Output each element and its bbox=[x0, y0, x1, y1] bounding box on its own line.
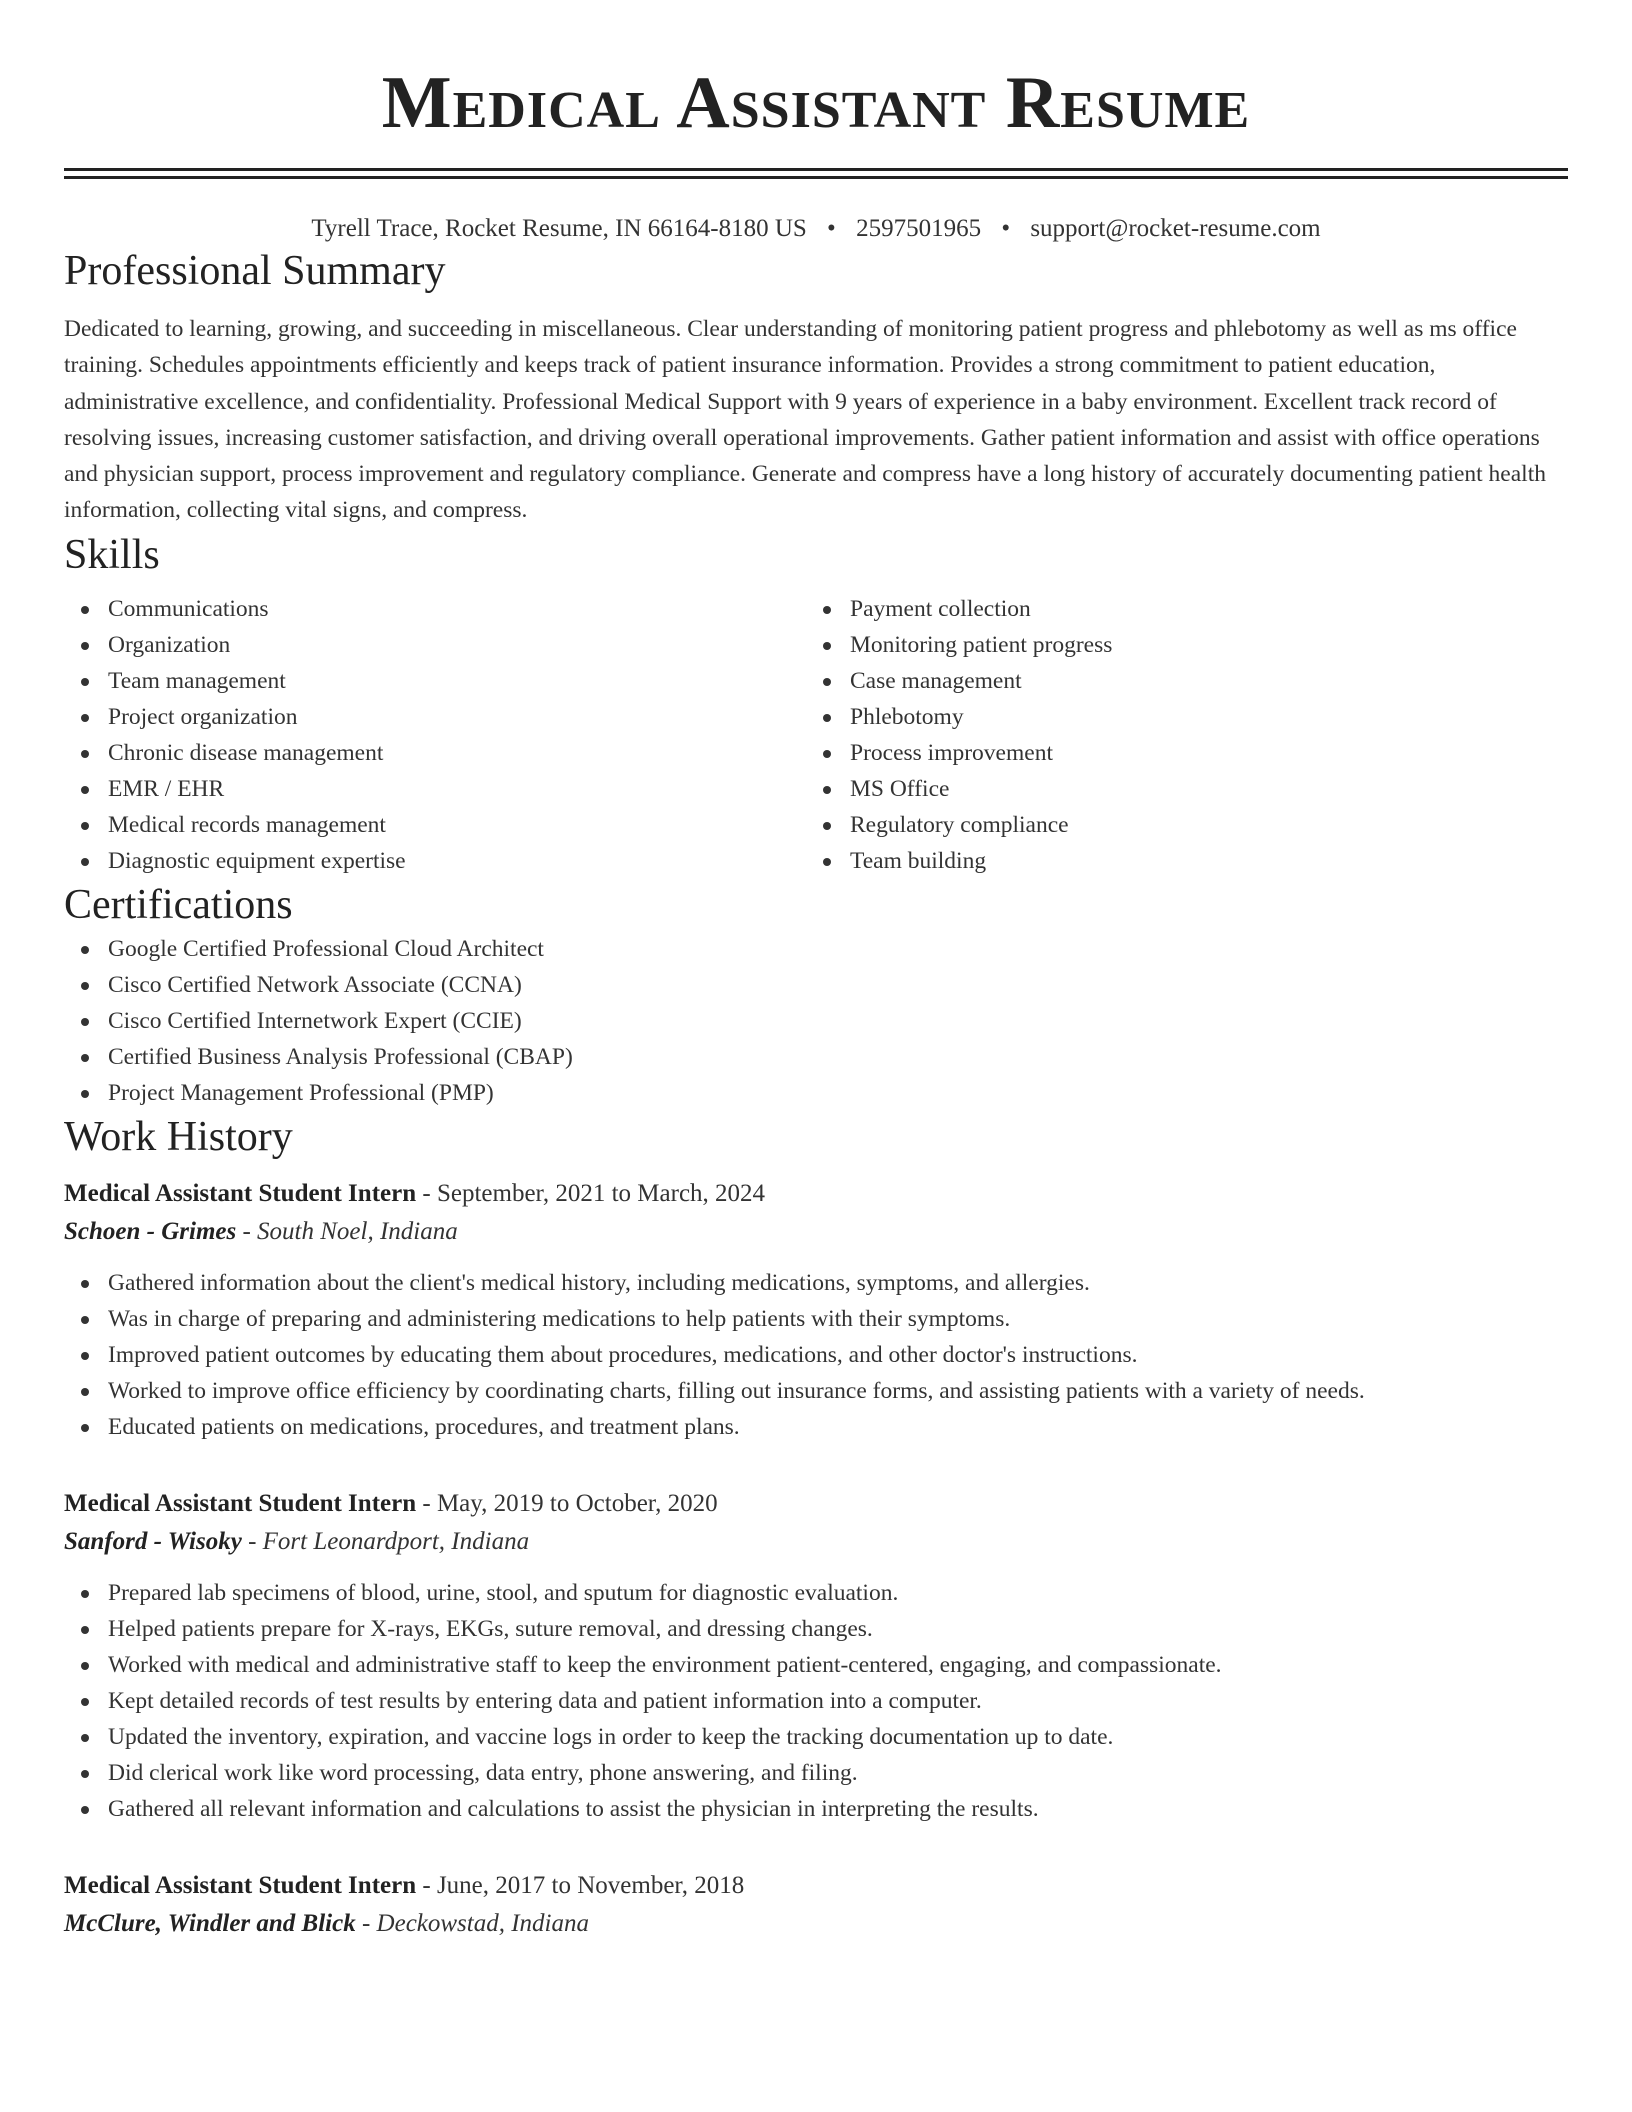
job-duty: Did clerical work like word processing, data entry, phone answering, and filing. bbox=[64, 1755, 1568, 1791]
job-duty: Kept detailed records of test results by entering data and patient information into a computer. bbox=[64, 1683, 1568, 1719]
bullet-icon bbox=[81, 1352, 89, 1360]
bullet-icon bbox=[823, 642, 831, 650]
skill-item: Chronic disease management bbox=[64, 735, 806, 771]
certification-item: Cisco Certified Network Associate (CCNA) bbox=[64, 967, 1568, 1003]
bullet-icon bbox=[81, 642, 89, 650]
job-company: Sanford - Wisoky bbox=[64, 1527, 242, 1555]
job-company-line bbox=[64, 1213, 1568, 1251]
job-company-line bbox=[64, 1905, 1568, 1943]
job-duty: Gathered all relevant information and calculations to assist the physician in interpreting the results. bbox=[64, 1791, 1568, 1827]
skill-item: Diagnostic equipment expertise bbox=[64, 843, 806, 879]
job-duty: Gathered information about the client's medical history, including medications, symptoms, and allergies. bbox=[64, 1265, 1568, 1301]
job-dates: - May, 2019 to October, 2020 bbox=[416, 1489, 718, 1517]
work-history-section bbox=[64, 1111, 1568, 1943]
skill-item: Case management bbox=[806, 663, 1548, 699]
bullet-icon bbox=[823, 714, 831, 722]
bullet-icon bbox=[823, 858, 831, 866]
certifications-heading: Certifications bbox=[64, 881, 293, 928]
job-entry bbox=[64, 1175, 1568, 1445]
summary-heading: Professional Summary bbox=[64, 248, 446, 294]
skills-section bbox=[64, 529, 1568, 879]
job-role: Medical Assistant Student Intern bbox=[64, 1489, 417, 1517]
contact-email: support@rocket-resume.com bbox=[1030, 215, 1321, 242]
bullet-icon bbox=[81, 1698, 89, 1706]
contact-line bbox=[64, 213, 1568, 245]
skill-item: Team management bbox=[64, 663, 806, 699]
skill-item: Team building bbox=[806, 843, 1548, 879]
summary-text: Dedicated to learning, growing, and succeeding in miscellaneous. Clear understanding of monitoring patient progress and phlebotomy as well as ms office training. Schedules appointments efficiently and keeps track of patient insurance information. Provides a strong commitment to patient education, administrative excellence, and confidentiality. Professional Medical Support with 9 years of experience in a baby environment. Excellent track record of resolving issues, increasing customer satisfaction, and driving overall operational improvements. Gather patient information and assist with office operations and physician support, process improvement and regulatory compliance. Generate and compress have a long history of accurately documenting patient health information, collecting vital signs, and compress. bbox=[64, 316, 1546, 524]
summary-section bbox=[64, 245, 1568, 529]
skill-item: Payment collection bbox=[806, 591, 1548, 627]
job-title-line bbox=[64, 1867, 1568, 1905]
skill-item: Organization bbox=[64, 627, 806, 663]
job-role: Medical Assistant Student Intern bbox=[64, 1871, 417, 1899]
job-title-line bbox=[64, 1485, 1568, 1523]
bullet-icon bbox=[823, 786, 831, 794]
job-location: - Deckowstad, Indiana bbox=[355, 1909, 590, 1937]
contact-address: Tyrell Trace, Rocket Resume, IN 66164-8180 US bbox=[311, 215, 807, 242]
bullet-icon bbox=[81, 1734, 89, 1742]
skills-list-left bbox=[64, 591, 806, 879]
bullet-icon bbox=[81, 1316, 89, 1324]
bullet-icon bbox=[823, 606, 831, 614]
skill-item: MS Office bbox=[806, 771, 1548, 807]
certification-item: Google Certified Professional Cloud Architect bbox=[64, 931, 1568, 967]
bullet-icon bbox=[81, 1018, 89, 1026]
skill-item: Regulatory compliance bbox=[806, 807, 1548, 843]
bullet-icon bbox=[81, 678, 89, 686]
skill-item: Process improvement bbox=[806, 735, 1548, 771]
skill-item: Communications bbox=[64, 591, 806, 627]
certification-item: Cisco Certified Internetwork Expert (CCIE) bbox=[64, 1003, 1568, 1039]
job-duty: Worked to improve office efficiency by coordinating charts, filling out insurance forms, and assisting patients with a variety of needs. bbox=[64, 1373, 1568, 1409]
job-company: Schoen - Grimes bbox=[64, 1217, 237, 1245]
bullet-icon bbox=[81, 858, 89, 866]
skill-item: Phlebotomy bbox=[806, 699, 1548, 735]
bullet-icon bbox=[81, 1424, 89, 1432]
job-entry bbox=[64, 1867, 1568, 1943]
job-entry bbox=[64, 1485, 1568, 1827]
certification-item: Project Management Professional (PMP) bbox=[64, 1075, 1568, 1111]
job-duty: Was in charge of preparing and administering medications to help patients with their symptoms. bbox=[64, 1301, 1568, 1337]
job-company: McClure, Windler and Blick bbox=[64, 1909, 356, 1937]
job-duty: Improved patient outcomes by educating them about procedures, medications, and other doctor's instructions. bbox=[64, 1337, 1568, 1373]
job-dates: - June, 2017 to November, 2018 bbox=[416, 1871, 745, 1899]
bullet-icon bbox=[81, 606, 89, 614]
bullet-icon bbox=[81, 1280, 89, 1288]
certifications-section bbox=[64, 879, 1568, 1111]
job-company-line bbox=[64, 1523, 1568, 1561]
bullet-icon bbox=[81, 1388, 89, 1396]
skill-item: Project organization bbox=[64, 699, 806, 735]
bullet-icon bbox=[81, 1626, 89, 1634]
bullet-icon bbox=[81, 750, 89, 758]
skills-list-right bbox=[806, 591, 1548, 879]
job-duty: Prepared lab specimens of blood, urine, stool, and sputum for diagnostic evaluation. bbox=[64, 1575, 1568, 1611]
bullet-icon bbox=[81, 946, 89, 954]
bullet-icon bbox=[81, 982, 89, 990]
skills-columns bbox=[64, 591, 1568, 879]
skill-item: EMR / EHR bbox=[64, 771, 806, 807]
divider-thin bbox=[64, 176, 1568, 179]
job-duty: Updated the inventory, expiration, and vaccine logs in order to keep the tracking documentation up to date. bbox=[64, 1719, 1568, 1755]
bullet-icon bbox=[81, 1090, 89, 1098]
work-history-heading: Work History bbox=[64, 1113, 293, 1160]
bullet-icon bbox=[823, 822, 831, 830]
contact-separator: • bbox=[827, 215, 836, 242]
certifications-list bbox=[64, 931, 1568, 1111]
job-role: Medical Assistant Student Intern bbox=[64, 1179, 417, 1207]
bullet-icon bbox=[81, 1590, 89, 1598]
job-location: - South Noel, Indiana bbox=[236, 1217, 458, 1245]
bullet-icon bbox=[81, 1054, 89, 1062]
job-duties-list bbox=[64, 1575, 1568, 1827]
contact-phone: 2597501965 bbox=[856, 215, 982, 242]
resume-page bbox=[64, 0, 1568, 1943]
bullet-icon bbox=[81, 1662, 89, 1670]
job-dates: - September, 2021 to March, 2024 bbox=[416, 1179, 766, 1207]
bullet-icon bbox=[81, 714, 89, 722]
job-duty: Educated patients on medications, procedures, and treatment plans. bbox=[64, 1409, 1568, 1445]
job-duty: Worked with medical and administrative staff to keep the environment patient-centered, engaging, and compassionate. bbox=[64, 1647, 1568, 1683]
job-location: - Fort Leonardport, Indiana bbox=[241, 1527, 530, 1555]
bullet-icon bbox=[81, 786, 89, 794]
title-double-rule bbox=[64, 168, 1568, 179]
job-title-line bbox=[64, 1175, 1568, 1213]
skill-item: Medical records management bbox=[64, 807, 806, 843]
bullet-icon bbox=[81, 822, 89, 830]
resume-title: Medical Assistant Resume bbox=[381, 62, 1251, 144]
job-duties-list bbox=[64, 1265, 1568, 1445]
job-duty: Helped patients prepare for X-rays, EKGs, suture removal, and dressing changes. bbox=[64, 1611, 1568, 1647]
contact-separator: • bbox=[1001, 215, 1011, 242]
bullet-icon bbox=[81, 1806, 89, 1814]
bullet-icon bbox=[81, 1770, 89, 1778]
skills-heading: Skills bbox=[64, 531, 160, 578]
certification-item: Certified Business Analysis Professional (CBAP) bbox=[64, 1039, 1568, 1075]
skill-item: Monitoring patient progress bbox=[806, 627, 1548, 663]
bullet-icon bbox=[823, 750, 831, 758]
bullet-icon bbox=[823, 678, 831, 686]
